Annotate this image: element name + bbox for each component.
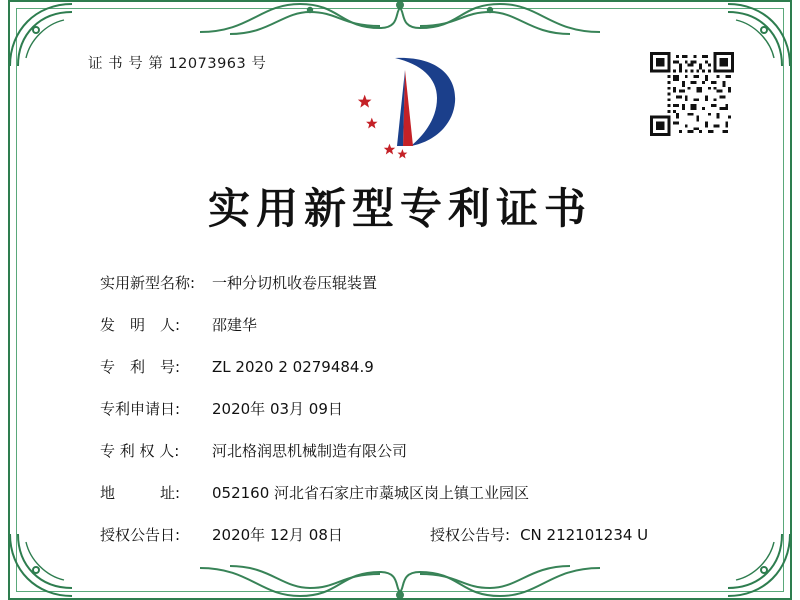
field-label-grant-date: 授权公告日:	[100, 526, 181, 544]
field-label-patent-number: 专 利 号:	[100, 358, 181, 376]
field-value-grant-number: CN 212101234 U	[520, 526, 649, 544]
grant-number-group	[430, 524, 648, 545]
field-label-application-date: 专利申请日:	[100, 400, 181, 418]
field-label-grant-number: 授权公告号:	[430, 526, 511, 544]
field-value-patentee: 河北格润思机械制造有限公司	[212, 442, 408, 460]
grant-date-group	[100, 524, 430, 545]
field-value-invention-name: 一种分切机收卷压辊装置	[212, 274, 378, 292]
field-row-footer	[100, 524, 740, 545]
field-label-inventor: 发 明 人:	[100, 316, 181, 334]
field-row	[100, 356, 740, 377]
field-value-address: 052160 河北省石家庄市藁城区岗上镇工业园区	[212, 484, 530, 502]
field-value-grant-date: 2020年 12月 08日	[212, 526, 343, 544]
field-label-patentee: 专 利 权 人:	[100, 442, 180, 460]
certificate-fields	[100, 272, 740, 545]
field-row	[100, 398, 740, 419]
qr-code-icon	[650, 52, 734, 136]
field-value-application-date: 2020年 03月 09日	[212, 400, 343, 418]
certificate-number: 证 书 号 第 12073963 号	[88, 56, 267, 72]
field-label-address: 地 址:	[100, 484, 181, 502]
field-row	[100, 272, 740, 293]
field-value-patent-number: ZL 2020 2 0279484.9	[212, 358, 374, 376]
field-row	[100, 482, 740, 503]
patent-office-logo-icon	[325, 50, 475, 160]
field-row	[100, 440, 740, 461]
field-value-inventor: 邵建华	[212, 316, 258, 334]
page-title: 实用新型专利证书	[207, 184, 592, 233]
field-row	[100, 314, 740, 335]
field-label-invention-name: 实用新型名称:	[100, 274, 196, 292]
